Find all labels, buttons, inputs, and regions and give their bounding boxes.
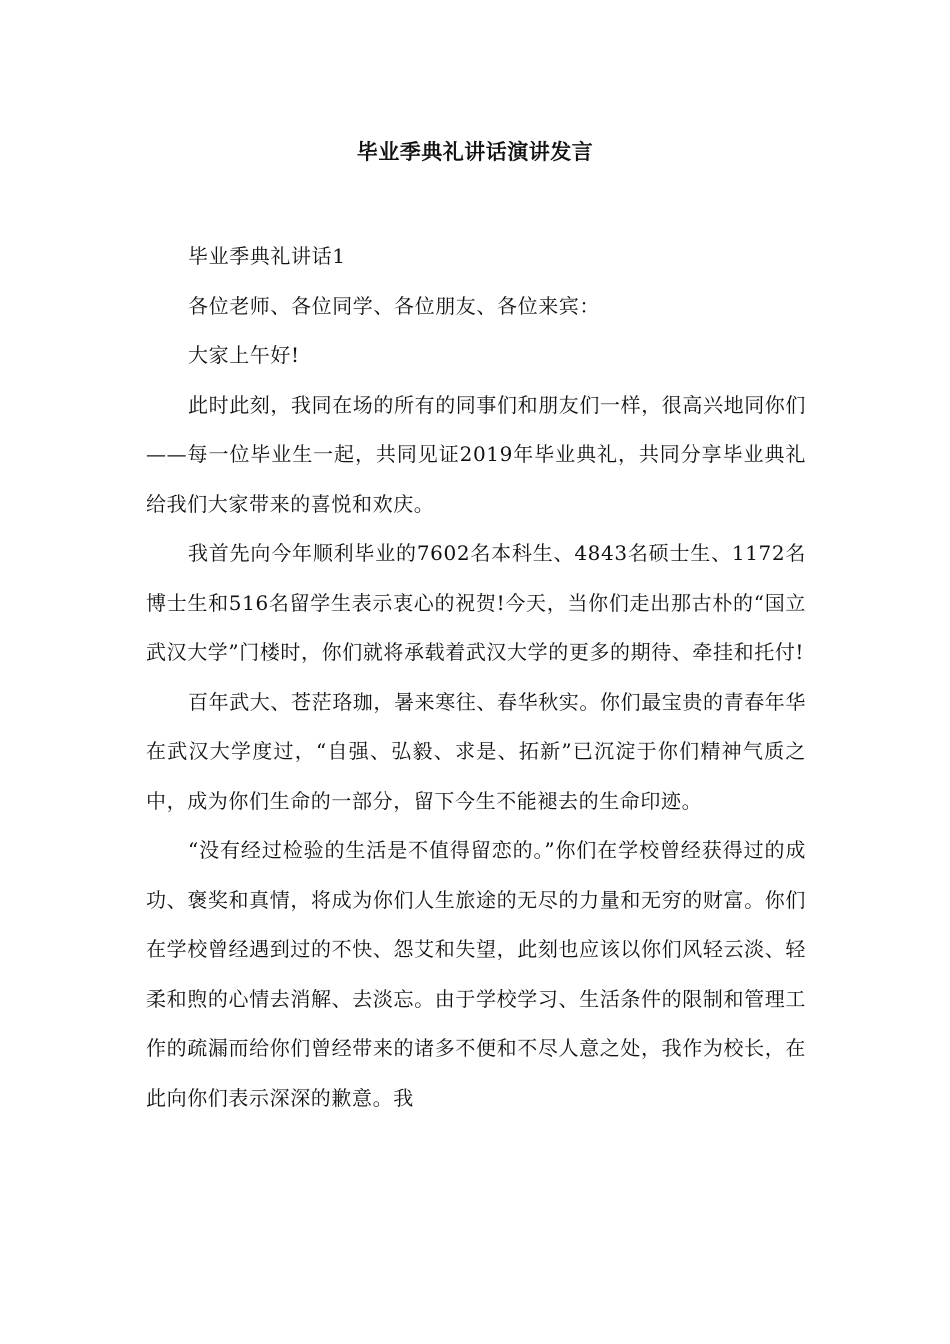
body-paragraph: 我首先向今年顺利毕业的7602名本科生、4843名硕士生、1172名博士生和516名留学生表示衷心的祝贺!今天，当你们走出那古朴的“国立武汉大学”门楼时，你们就将承载着武汉大学的更多的期待、牵挂和托付! [146, 541, 806, 664]
document-body [146, 232, 806, 1123]
speech-heading: 毕业季典礼讲话1 [188, 244, 346, 268]
body-paragraph: “没有经过检验的生活是不值得留恋的。”你们在学校曾经获得过的成功、褒奖和真情，将成为你们人生旅途的无尽的力量和无穷的财富。你们在学校曾经遇到过的不快、怨艾和失望，此刻也应该以你们风轻云淡、轻柔和煦的心情去消解、去淡忘。由于学校学习、生活条件的限制和管理工作的疏漏而给你们曾经带来的诸多不便和不尽人意之处，我作为校长，在此向你们表示深深的歉意。我 [146, 838, 806, 1110]
salutation: 各位老师、各位同学、各位朋友、各位来宾： [188, 293, 600, 318]
greeting: 大家上午好! [188, 343, 300, 367]
body-paragraph: 此时此刻，我同在场的所有的同事们和朋友们一样，很高兴地同你们——每一位毕业生一起，共同见证2019年毕业典礼，共同分享毕业典礼给我们大家带来的喜悦和欢庆。 [146, 392, 806, 516]
body-paragraph: 百年武大、苍茫珞珈，暑来寒往、春华秋实。你们最宝贵的青春年华在武汉大学度过，“自强、弘毅、求是、拓新”已沉淀于你们精神气质之中，成为你们生命的一部分，留下今生不能褪去的生命印迹。 [146, 689, 806, 813]
document-title: 毕业季典礼讲话演讲发言 [356, 140, 594, 164]
